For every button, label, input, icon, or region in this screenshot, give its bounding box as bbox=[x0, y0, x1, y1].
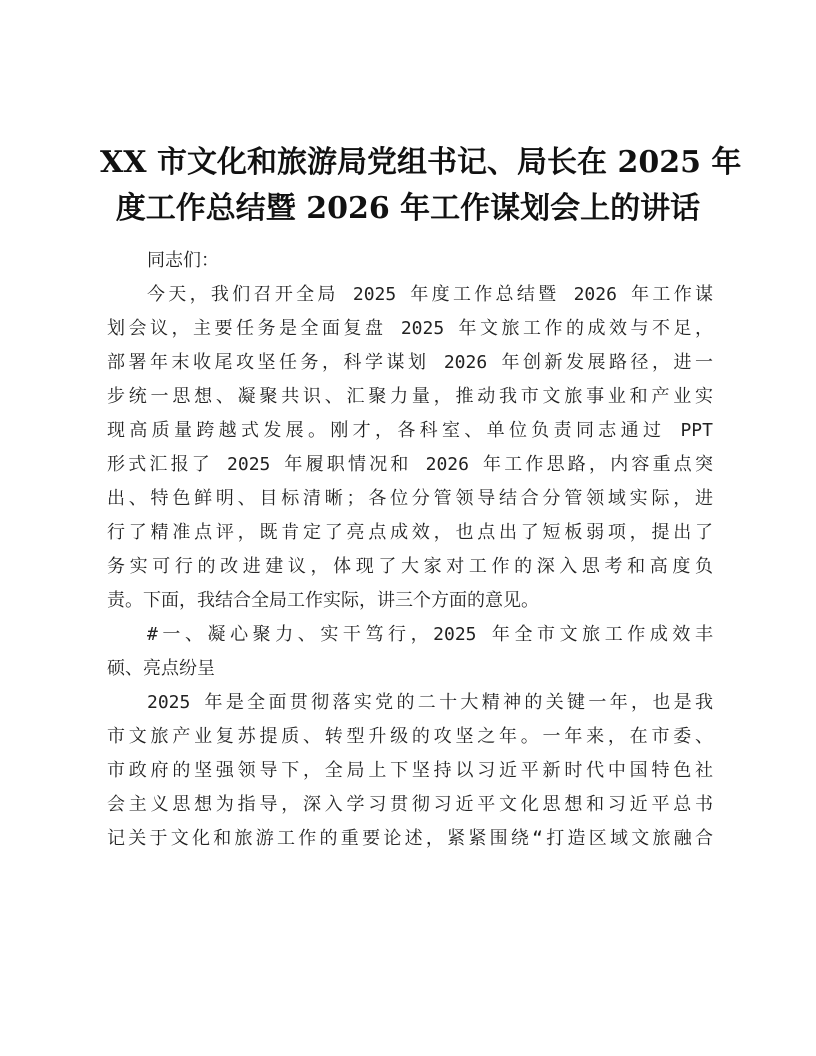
paragraph-line: 2025 年是全面贯彻落实党的二十大精神的关键一年，也是我 bbox=[147, 692, 713, 713]
paragraph-line: 市政府的坚强领导下，全局上下坚持以习近平新时代中国特色社 bbox=[107, 760, 713, 781]
paragraph-line: 记关于文化和旅游工作的重要论述，紧紧围绕“打造区域文旅融合 bbox=[107, 828, 713, 849]
paragraph-line: 步统一思想、凝聚共识、汇聚力量，推动我市文旅事业和产业实 bbox=[107, 386, 713, 407]
section-paragraph bbox=[107, 686, 713, 856]
paragraph-line: 形式汇报了 2025 年履职情况和 2026 年工作思路，内容重点突 bbox=[107, 454, 713, 475]
document-title bbox=[100, 140, 742, 232]
paragraph-line: 今天，我们召开全局 2025 年度工作总结暨 2026 年工作谋 bbox=[147, 284, 713, 305]
document-body bbox=[107, 244, 713, 856]
paragraph-line: 划会议，主要任务是全面复盘 2025 年文旅工作的成效与不足， bbox=[107, 318, 713, 339]
paragraph-line: 出、特色鲜明、目标清晰；各位分管领导结合分管领域实际，进 bbox=[107, 488, 713, 509]
paragraph-line: 行了精准点评，既肯定了亮点成效，也点出了短板弱项，提出了 bbox=[107, 522, 713, 543]
title-line: XX 市文化和旅游局党组书记、局长在 2025 年 bbox=[100, 145, 742, 180]
paragraph-line: 同志们： bbox=[147, 250, 219, 271]
paragraph-line: 务实可行的改进建议，体现了大家对工作的深入思考和高度负 bbox=[107, 556, 713, 577]
paragraph-line: 会主义思想为指导，深入学习贯彻习近平文化思想和习近平总书 bbox=[107, 794, 713, 815]
section-heading bbox=[107, 618, 713, 686]
paragraph-line: 现高质量跨越式发展。刚才，各科室、单位负责同志通过 PPT bbox=[107, 420, 713, 441]
paragraph-line: 市文旅产业复苏提质、转型升级的攻坚之年。一年来，在市委、 bbox=[107, 726, 713, 747]
salutation-paragraph bbox=[107, 244, 713, 278]
paragraph-line: 部署年末收尾攻坚任务，科学谋划 2026 年创新发展路径，进一 bbox=[107, 352, 713, 373]
heading-line: #一、凝心聚力、实干笃行，2025 年全市文旅工作成效丰 bbox=[147, 624, 713, 645]
heading-line: 硕、亮点纷呈 bbox=[107, 658, 215, 679]
title-line: 度工作总结暨 2026 年工作谋划会上的讲话 bbox=[115, 191, 701, 226]
opening-paragraph bbox=[107, 278, 713, 618]
paragraph-line: 责。下面，我结合全局工作实际，讲三个方面的意见。 bbox=[107, 590, 539, 611]
